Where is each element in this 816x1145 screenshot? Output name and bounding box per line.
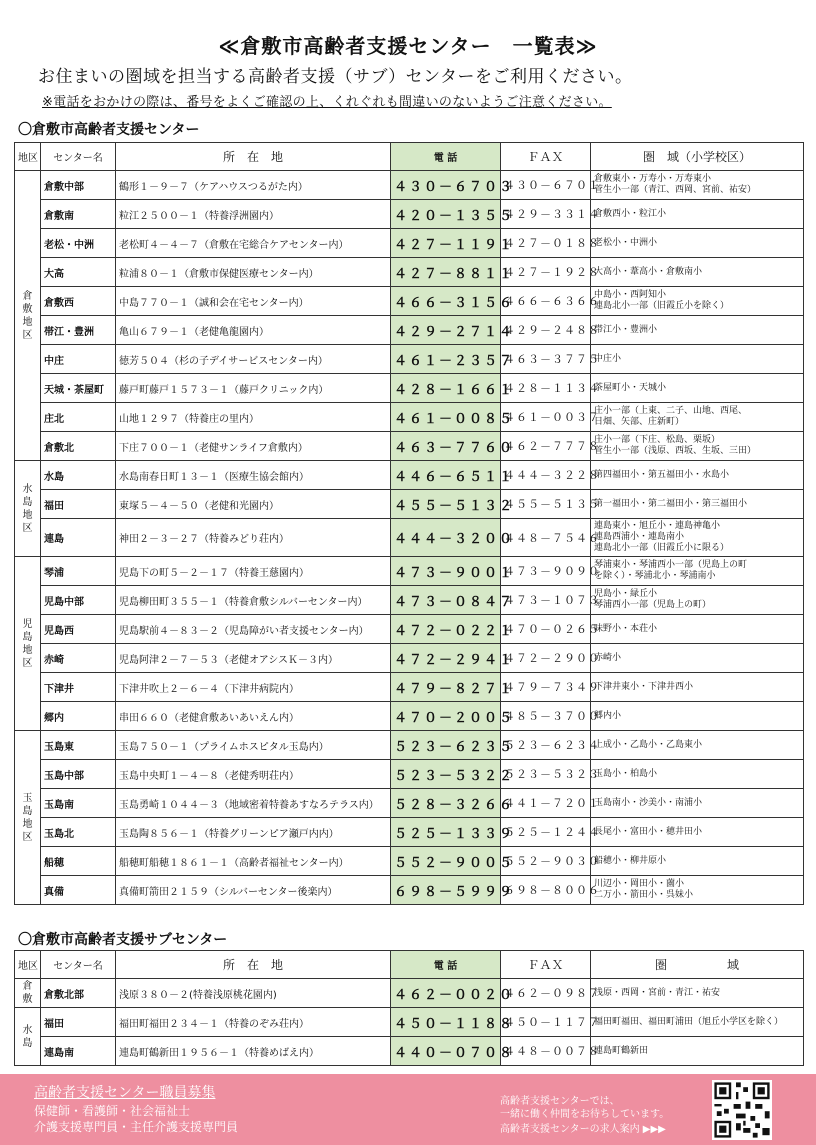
center-area: 連島町鶴新田 [591, 1037, 804, 1066]
center-address: 児島阿津２－７－５３（老健オアシスＫ－３内） [116, 644, 391, 673]
center-area: 第一福田小・第二福田小・第三福田小 [591, 490, 804, 519]
center-address: 玉島７５０－１（プライムホスピタル玉島内） [116, 731, 391, 760]
center-name: 児島中部 [41, 586, 116, 615]
table-row [15, 557, 804, 586]
table-row [15, 287, 804, 316]
center-address: 徳芳５０４（杉の子デイサービスセンター内） [116, 345, 391, 374]
center-phone[interactable]: ５２８－３２６６ [391, 789, 501, 818]
table-row [15, 490, 804, 519]
center-fax: ４４１－７２０１ [501, 789, 591, 818]
center-area: 茶屋町小・天城小 [591, 374, 804, 403]
center-area: 赤崎小 [591, 644, 804, 673]
center-name: 玉島東 [41, 731, 116, 760]
center-address: 神田２－３－２７（特養みどり荘内） [116, 519, 391, 557]
recruitment-message-1: 高齢者支援センターでは、 [500, 1096, 620, 1107]
region-label: 倉 敷 地 区 [15, 171, 41, 461]
page-subtitle: お住まいの圏域を担当する高齢者支援（サブ）センターをご利用ください。 [38, 67, 633, 87]
center-name: 大高 [41, 258, 116, 287]
center-area: 味野小・本荘小 [591, 615, 804, 644]
sub-col-header-area: 圏 域 [591, 951, 804, 979]
table-row [15, 316, 804, 345]
recruitment-banner[interactable] [0, 1074, 816, 1145]
center-fax: ４４８－００７８ [501, 1037, 591, 1066]
center-phone[interactable]: ４６２－００２０ [391, 979, 501, 1008]
center-name: 玉島南 [41, 789, 116, 818]
center-address: 真備町箭田２１５９（シルバーセンター後楽内） [116, 876, 391, 905]
col-header-phone: 電 話 [391, 143, 501, 171]
center-name: 連島 [41, 519, 116, 557]
sub-col-header-name: センター名 [41, 951, 116, 979]
center-area: 郷内小 [591, 702, 804, 731]
center-fax: ４６６－６３６６ [501, 287, 591, 316]
center-name: 倉敷北 [41, 432, 116, 461]
center-name: 老松・中洲 [41, 229, 116, 258]
center-area: 大高小・葦高小・倉敷南小 [591, 258, 804, 287]
center-address: 連島町鶴新田１９５６－１（特養めばえ内） [116, 1037, 391, 1066]
center-area: 琴浦東小・琴浦西小一部（児島上の町 を除く）・琴浦北小・琴浦南小 [591, 557, 804, 586]
center-address: 山地１２９７（特養庄の里内） [116, 403, 391, 432]
table-row [15, 702, 804, 731]
main-center-table [14, 142, 804, 905]
col-header-name: センター名 [41, 143, 116, 171]
center-area: 福田町福田、福田町浦田（旭丘小学区を除く） [591, 1008, 804, 1037]
center-address: 粒江２５００－１（特養浮洲園内） [116, 200, 391, 229]
center-area: 下津井東小・下津井西小 [591, 673, 804, 702]
recruitment-roles-1: 保健師・看護師・社会福祉士 [34, 1104, 191, 1118]
center-fax: ４２９－２４８８ [501, 316, 591, 345]
center-phone[interactable]: ４３０－６７０３ [391, 171, 501, 200]
center-fax: ４７０－０２６５ [501, 615, 591, 644]
center-fax: ４６３－３７７５ [501, 345, 591, 374]
center-name: 倉敷中部 [41, 171, 116, 200]
center-area: 川辺小・岡田小・薗小 二万小・箭田小・呉妹小 [591, 876, 804, 905]
center-name: 真備 [41, 876, 116, 905]
center-phone[interactable]: ４７２－２９４１ [391, 644, 501, 673]
center-phone[interactable]: ４６１－００８５ [391, 403, 501, 432]
center-phone[interactable]: ４２７－８８１１ [391, 258, 501, 287]
center-name: 天城・茶屋町 [41, 374, 116, 403]
table-row [15, 461, 804, 490]
table-row [15, 258, 804, 287]
center-area: 倉敷東小・万寿小・万寿東小 菅生小一部（青江、西岡、宮前、祐安） [591, 171, 804, 200]
center-name: 玉島北 [41, 818, 116, 847]
table-row [15, 731, 804, 760]
center-fax: ４５０－１１７７ [501, 1008, 591, 1037]
center-phone[interactable]: ４４４－３２００ [391, 519, 501, 557]
center-address: 玉島中央町１－４－８（老健秀明荘内） [116, 760, 391, 789]
center-phone[interactable]: ６９８－５９９９ [391, 876, 501, 905]
center-name: 玉島中部 [41, 760, 116, 789]
center-address: 児島下の町５－２－１７（特養王慈園内） [116, 557, 391, 586]
center-address: 水島南春日町１３－１（医療生協会館内） [116, 461, 391, 490]
center-phone[interactable]: ５２３－６２３５ [391, 731, 501, 760]
table-row [15, 789, 804, 818]
center-fax: ４２８－１１３４ [501, 374, 591, 403]
table-row [15, 586, 804, 615]
qr-code-icon[interactable] [712, 1080, 772, 1140]
center-area: 倉敷西小・粒江小 [591, 200, 804, 229]
col-header-region: 地区 [15, 143, 41, 171]
center-area: 玉島小・柏島小 [591, 760, 804, 789]
center-address: 中島７７０－１（誠和会在宅センター内） [116, 287, 391, 316]
center-area: 上成小・乙島小・乙島東小 [591, 731, 804, 760]
center-address: 藤戸町藤戸１５７３－１（藤戸クリニック内） [116, 374, 391, 403]
center-name: 帯江・豊洲 [41, 316, 116, 345]
center-phone[interactable]: ４７２－０２２１ [391, 615, 501, 644]
center-phone[interactable]: ５２３－５３２２ [391, 760, 501, 789]
center-name: 琴浦 [41, 557, 116, 586]
center-address: 亀山６７９－１（老健亀龍園内） [116, 316, 391, 345]
center-phone[interactable]: ４６３－７７６０ [391, 432, 501, 461]
center-area: 老松小・中洲小 [591, 229, 804, 258]
center-fax: ４７２－２９００ [501, 644, 591, 673]
center-phone[interactable]: ４７０－２００５ [391, 702, 501, 731]
center-fax: ６９８－８００６ [501, 876, 591, 905]
sub-col-header-phone: 電 話 [391, 951, 501, 979]
center-area: 児島小・緑丘小 琴浦西小一部（児島上の町） [591, 586, 804, 615]
center-phone[interactable]: ５５２－９００５ [391, 847, 501, 876]
center-phone[interactable]: ４４６－６５１１ [391, 461, 501, 490]
sub-col-header-fax: ＦＡＸ [501, 951, 591, 979]
center-fax: ４２７－０１８８ [501, 229, 591, 258]
center-area: 玉島南小・沙美小・南浦小 [591, 789, 804, 818]
center-phone[interactable]: ４７９－８２７１ [391, 673, 501, 702]
center-area: 船穂小・柳井原小 [591, 847, 804, 876]
center-fax: ４７３－９０９０ [501, 557, 591, 586]
center-phone[interactable]: ４６６－３１５６ [391, 287, 501, 316]
table-row [15, 644, 804, 673]
center-area: 庄小一部（下庄、松島、栗坂） 菅生小一部（浅原、西坂、生坂、三田） [591, 432, 804, 461]
center-name: 福田 [41, 1008, 116, 1037]
center-address: 東塚５－４－５０（老健和光園内） [116, 490, 391, 519]
table-row [15, 1037, 804, 1066]
center-phone[interactable]: ４５０－１１８８ [391, 1008, 501, 1037]
center-address: 船穂町船穂１８６１－１（高齢者福祉センター内） [116, 847, 391, 876]
center-fax: ４２７－１９２８ [501, 258, 591, 287]
center-fax: ４６２－７７７８ [501, 432, 591, 461]
center-phone[interactable]: ４２８－１６６１ [391, 374, 501, 403]
sub-col-header-region: 地区 [15, 951, 41, 979]
sub-center-table [14, 950, 804, 1066]
center-fax: ４５５－５１３５ [501, 490, 591, 519]
center-area: 中庄小 [591, 345, 804, 374]
center-name: 赤崎 [41, 644, 116, 673]
table-row [15, 345, 804, 374]
table-row [15, 847, 804, 876]
center-area: 第四福田小・第五福田小・水島小 [591, 461, 804, 490]
table-row [15, 432, 804, 461]
page-title: ≪倉敷市高齢者支援センター 一覧表≫ [218, 34, 598, 58]
col-header-area: 圏 域（小学校区） [591, 143, 804, 171]
table-row [15, 979, 804, 1008]
recruitment-link[interactable]: 高齢者支援センターの求人案内 ▶▶▶ [500, 1124, 666, 1135]
center-fax: ４６１－００３７ [501, 403, 591, 432]
table-row [15, 374, 804, 403]
center-fax: ４４８－７５４６ [501, 519, 591, 557]
center-name: 船穂 [41, 847, 116, 876]
table-row [15, 519, 804, 557]
center-fax: ５５２－９０３０ [501, 847, 591, 876]
center-address: 老松町４－４－７（倉敷在宅総合ケアセンター内） [116, 229, 391, 258]
center-area: 長尾小・富田小・穂井田小 [591, 818, 804, 847]
center-fax: ５２３－６２３４ [501, 731, 591, 760]
center-fax: ４３０－６７０１ [501, 171, 591, 200]
recruitment-title[interactable]: 高齢者支援センター職員募集 [34, 1085, 216, 1101]
center-address: 下津井吹上２－６－４（下津井病院内） [116, 673, 391, 702]
center-address: 児島駅前４－８３－２（児島障がい者支援センター内） [116, 615, 391, 644]
center-fax: ４７３－１０７３ [501, 586, 591, 615]
center-name: 連島南 [41, 1037, 116, 1066]
region-label: 水 島 地 区 [15, 461, 41, 557]
center-name: 倉敷北部 [41, 979, 116, 1008]
sub-section-heading: 〇倉敷市高齢者支援サブセンター [18, 932, 228, 948]
recruitment-message-2: 一緒に働く仲間をお待ちしています。 [500, 1109, 670, 1120]
center-fax: ５２５－１２４４ [501, 818, 591, 847]
center-phone[interactable]: ４４０－０７０８ [391, 1037, 501, 1066]
center-name: 庄北 [41, 403, 116, 432]
center-name: 水島 [41, 461, 116, 490]
center-address: 粒浦８０－１（倉敷市保健医療センター内） [116, 258, 391, 287]
center-fax: ４２９－３３１４ [501, 200, 591, 229]
center-name: 郷内 [41, 702, 116, 731]
region-label: 玉 島 地 区 [15, 731, 41, 905]
table-row [15, 200, 804, 229]
center-address: 浅原３８０－２(特養浅原桃花園内) [116, 979, 391, 1008]
center-address: 児島柳田町３５５－１（特養倉敷シルバーセンター内） [116, 586, 391, 615]
main-section-heading: 〇倉敷市高齢者支援センター [18, 122, 200, 138]
center-name: 倉敷南 [41, 200, 116, 229]
center-address: 鶴形１－９－７（ケアハウスつるがた内） [116, 171, 391, 200]
center-phone[interactable]: ５２５－１３３９ [391, 818, 501, 847]
center-address: 下庄７００－１（老健サンライフ倉敷内） [116, 432, 391, 461]
center-name: 倉敷西 [41, 287, 116, 316]
table-row [15, 1008, 804, 1037]
center-area: 中島小・西阿知小 連島北小一部（旧霞丘小を除く） [591, 287, 804, 316]
center-phone[interactable]: ４５５－５１３２ [391, 490, 501, 519]
center-name: 児島西 [41, 615, 116, 644]
recruitment-roles-2: 介護支援専門員・主任介護支援専門員 [34, 1120, 239, 1134]
center-phone[interactable]: ４６１－２３５７ [391, 345, 501, 374]
center-address: 福田町福田２３４－１（特養のぞみ荘内） [116, 1008, 391, 1037]
table-row [15, 403, 804, 432]
center-phone[interactable]: ４７３－０８４７ [391, 586, 501, 615]
table-row [15, 229, 804, 258]
region-label: 倉 敷 [15, 979, 41, 1008]
center-area: 浅原・西岡・宮前・青江・祐安 [591, 979, 804, 1008]
table-row [15, 673, 804, 702]
center-address: 串田６６０（老健倉敷あいあいえん内） [116, 702, 391, 731]
center-name: 中庄 [41, 345, 116, 374]
table-row [15, 615, 804, 644]
center-fax: ４７９－７３４９ [501, 673, 591, 702]
center-phone[interactable]: ４２９－２７１４ [391, 316, 501, 345]
center-fax: ４６２－０９８７ [501, 979, 591, 1008]
col-header-fax: ＦＡＸ [501, 143, 591, 171]
center-area: 帯江小・豊洲小 [591, 316, 804, 345]
sub-col-header-address: 所 在 地 [116, 951, 391, 979]
phone-notice: ※電話をおかけの際は、番号をよくご確認の上、くれぐれも間違いのないようご注意ください。 [42, 95, 612, 110]
table-row [15, 818, 804, 847]
table-row [15, 760, 804, 789]
center-phone[interactable]: ４７３－９００１ [391, 557, 501, 586]
center-name: 福田 [41, 490, 116, 519]
center-name: 下津井 [41, 673, 116, 702]
center-phone[interactable]: ４２７－１１９１ [391, 229, 501, 258]
center-phone[interactable]: ４２０－１３５５ [391, 200, 501, 229]
center-area: 庄小一部（上東、二子、山地、西尾、 日畑、矢部、庄新町） [591, 403, 804, 432]
center-area: 連島東小・旭丘小・連島神亀小 連島西浦小・連島南小 連島北小一部（旧霞丘小に限る） [591, 519, 804, 557]
center-fax: ５２３－５３２３ [501, 760, 591, 789]
center-fax: ４８５－３７００ [501, 702, 591, 731]
region-label: 児 島 地 区 [15, 557, 41, 731]
col-header-address: 所 在 地 [116, 143, 391, 171]
center-fax: ４４４－３２２８ [501, 461, 591, 490]
table-row [15, 171, 804, 200]
table-row [15, 876, 804, 905]
center-address: 玉島陶８５６－１（特養グリーンピア瀬戸内内） [116, 818, 391, 847]
region-label: 水 島 [15, 1008, 41, 1066]
center-address: 玉島勇崎１０４４－３（地域密着特養あすなろテラス内） [116, 789, 391, 818]
